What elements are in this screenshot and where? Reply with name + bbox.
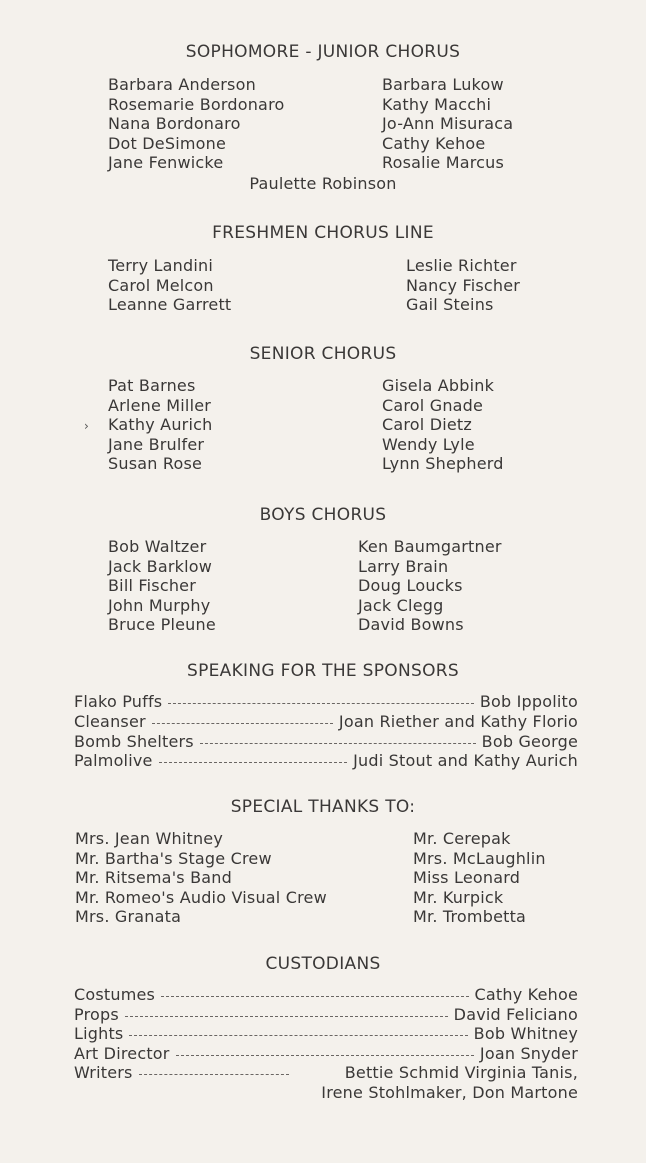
custodian-name: Joan Snyder	[479, 1044, 578, 1063]
custodian-role: Art Director	[74, 1044, 170, 1063]
list-item: Barbara Anderson	[108, 75, 256, 94]
list-item: Mrs. Jean Whitney	[75, 829, 224, 848]
custodian-name: Bob Whitney	[473, 1024, 578, 1043]
list-item: Rosalie Marcus	[382, 153, 505, 173]
freshmen-heading: FRESHMEN CHORUS LINE	[212, 223, 434, 243]
list-item: Cathy Kehoe	[382, 133, 486, 153]
sponsor-speaker: Bob George	[481, 732, 578, 751]
sponsor-speaker: Joan Riether and Kathy Florio	[338, 712, 578, 731]
list-item: Leslie Richter	[406, 256, 517, 275]
soph-junior-right-list	[382, 75, 513, 173]
leader-dots	[200, 743, 476, 744]
list-item: Carol Melcon	[108, 275, 214, 295]
custodian-name: Cathy Kehoe	[474, 985, 578, 1004]
thanks-left-list	[75, 829, 327, 927]
leader-dots	[152, 723, 333, 724]
leader-dots	[161, 996, 468, 997]
list-item: Mr. Bartha's Stage Crew	[75, 848, 272, 868]
list-item: Jane Fenwicke	[108, 153, 224, 173]
list-item: Miss Leonard	[413, 868, 521, 888]
list-item: Doug Loucks	[358, 576, 463, 596]
leader-dots	[125, 1016, 448, 1017]
list-item: Jo-Ann Misuraca	[382, 114, 514, 134]
senior-heading: SENIOR CHORUS	[249, 344, 397, 364]
leader-dots	[139, 1074, 289, 1075]
leader-dots	[129, 1035, 467, 1036]
pencil-tick-mark-icon: ›	[84, 419, 89, 433]
custodian-role: Costumes	[74, 985, 156, 1004]
list-item: Jack Barklow	[108, 556, 213, 576]
soph-junior-heading: SOPHOMORE - JUNIOR CHORUS	[185, 42, 461, 62]
soph-junior-center-name: Paulette Robinson	[249, 174, 397, 193]
list-item: Mrs. McLaughlin	[413, 848, 546, 868]
senior-right-list	[382, 376, 504, 474]
custodian-row	[74, 985, 578, 1004]
custodian-row	[74, 1024, 578, 1043]
list-item: Mr. Ritsema's Band	[75, 868, 232, 888]
boys-left-list	[108, 537, 216, 635]
sponsor-row	[74, 692, 578, 711]
list-item: Susan Rose	[108, 454, 203, 474]
list-item: Arlene Miller	[108, 395, 212, 415]
list-item: Bruce Pleune	[108, 615, 216, 635]
sponsor-item: Cleanser	[74, 712, 146, 731]
list-item: Gail Steins	[406, 295, 494, 315]
custodians-heading: CUSTODIANS	[265, 954, 381, 974]
sponsor-row	[74, 712, 578, 731]
list-item: Larry Brain	[358, 556, 449, 576]
freshmen-right-list	[406, 256, 520, 315]
list-item: Wendy Lyle	[382, 434, 475, 454]
list-item: Nancy Fischer	[406, 275, 521, 295]
list-item: John Murphy	[108, 595, 211, 615]
soph-junior-left-list	[108, 75, 284, 173]
boys-heading: BOYS CHORUS	[259, 505, 387, 525]
list-item: Lynn Shepherd	[382, 454, 504, 474]
list-item: Jack Clegg	[358, 595, 444, 615]
list-item: Rosemarie Bordonaro	[108, 94, 285, 114]
custodian-row	[74, 1044, 578, 1063]
custodian-row	[74, 1063, 578, 1082]
sponsor-item: Flako Puffs	[74, 692, 163, 711]
list-item: Gisela Abbink	[382, 376, 495, 395]
sponsor-row	[74, 751, 578, 770]
list-item: Kathy Aurich	[108, 415, 213, 435]
list-item: David Bowns	[358, 615, 464, 635]
list-item: Kathy Macchi	[382, 94, 492, 114]
list-item: Mr. Romeo's Audio Visual Crew	[75, 887, 327, 907]
list-item: Carol Gnade	[382, 395, 484, 415]
thanks-heading: SPECIAL THANKS TO:	[230, 797, 416, 817]
boys-right-list	[358, 537, 502, 635]
list-item: Bill Fischer	[108, 576, 196, 596]
custodian-role: Lights	[74, 1024, 124, 1043]
custodian-name: Bettie Schmid Virginia Tanis,	[344, 1063, 578, 1082]
sponsor-speaker: Judi Stout and Kathy Aurich	[353, 751, 578, 770]
sponsors-heading: SPEAKING FOR THE SPONSORS	[187, 661, 459, 681]
custodian-name: David Feliciano	[453, 1005, 578, 1024]
list-item: Jane Brulfer	[108, 434, 205, 454]
custodian-role: Props	[74, 1005, 119, 1024]
list-item: Carol Dietz	[382, 415, 473, 435]
custodian-role: Writers	[74, 1063, 133, 1082]
senior-left-list	[108, 376, 212, 474]
freshmen-left-list	[108, 256, 231, 315]
leader-dots	[159, 762, 348, 763]
sponsor-speaker: Bob Ippolito	[479, 692, 578, 711]
list-item: Barbara Lukow	[382, 75, 504, 94]
sponsor-item: Palmolive	[74, 751, 153, 770]
list-item: Mr. Trombetta	[413, 907, 527, 927]
list-item: Terry Landini	[108, 256, 213, 275]
list-item: Nana Bordonaro	[108, 114, 241, 134]
list-item: Mr. Cerepak	[413, 829, 511, 848]
list-item: Leanne Garrett	[108, 295, 232, 315]
sponsor-item: Bomb Shelters	[74, 732, 194, 751]
custodian-name-continuation: Irene Stohlmaker, Don Martone	[321, 1083, 578, 1102]
thanks-right-list	[413, 829, 546, 927]
custodian-row	[74, 1005, 578, 1024]
list-item: Ken Baumgartner	[358, 537, 502, 556]
leader-dots	[176, 1055, 474, 1056]
list-item: Pat Barnes	[108, 376, 196, 395]
list-item: Mr. Kurpick	[413, 887, 504, 907]
leader-dots	[168, 703, 473, 704]
list-item: Mrs. Granata	[75, 907, 182, 927]
sponsor-row	[74, 732, 578, 751]
list-item: Bob Waltzer	[108, 537, 207, 556]
list-item: Dot DeSimone	[108, 133, 226, 153]
